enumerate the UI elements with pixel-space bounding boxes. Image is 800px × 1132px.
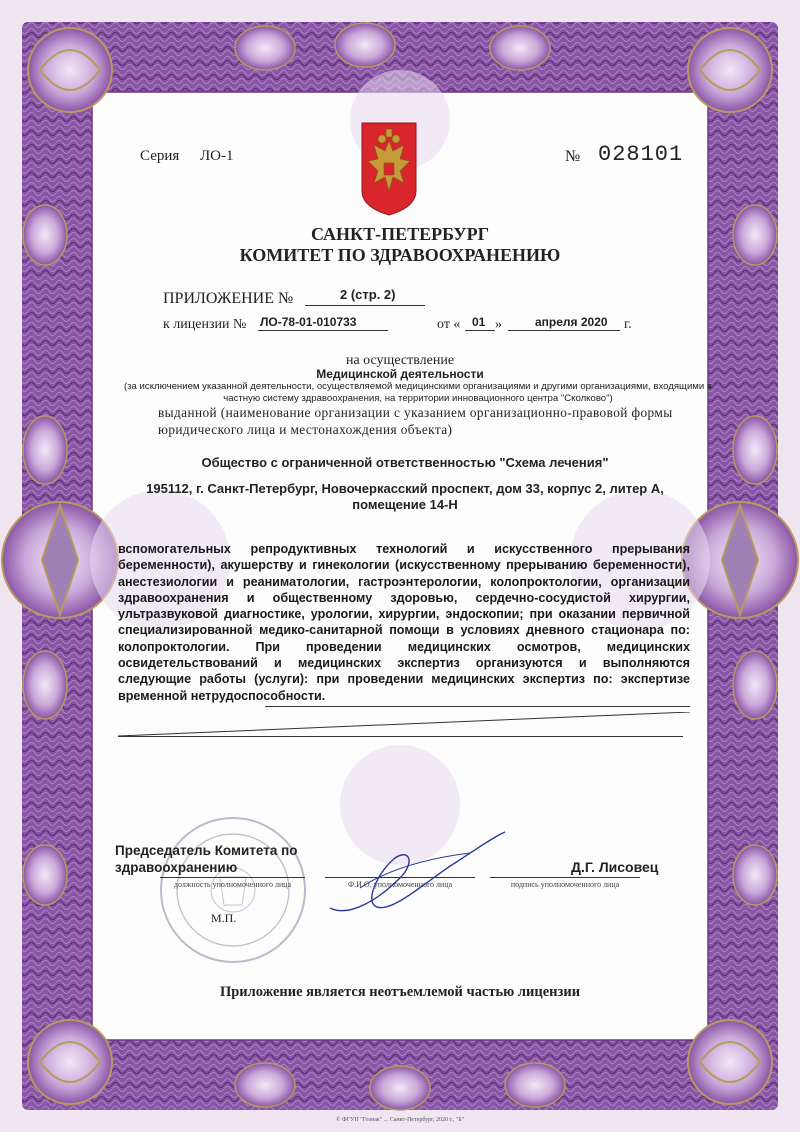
sign-underline [490, 877, 640, 878]
date-day: 01 [472, 315, 486, 329]
caption-position: должность уполномоченного лица [173, 880, 292, 889]
caption-name: Ф.И.О. уполномоченного лица [347, 880, 453, 889]
date-month-year: апреля 2020 [535, 315, 608, 329]
license-form-number: 028101 [598, 142, 684, 167]
organization-name: Общество с ограниченной ответственностью "Схема лечения" [201, 455, 609, 470]
diagonal-strike-line [118, 712, 690, 736]
stamp-place-label: М.П. [211, 911, 237, 925]
position-underline [160, 877, 305, 878]
activity-note: (за исключением указанной деятельности, осуществляемой медицинскими организациями и другими организациями, входящими в частную систему здравоохранения, на территории инновационного центра "Сколково") [123, 381, 713, 404]
appendix-number: 2 (стр. 2) [340, 287, 396, 302]
number-sign: № [565, 148, 581, 165]
printer-imprint: © ФГУП "Гознак" ... Санкт-Петербург, 2020 г., "Б" [335, 1117, 465, 1123]
official-seal-stamp [158, 815, 308, 965]
date-close-quote: » [495, 317, 502, 332]
body-end-line [265, 706, 690, 707]
series-value: ЛО-1 [200, 148, 234, 164]
license-number: ЛО-78-01-010733 [260, 315, 357, 329]
appendix-integral-note: Приложение является неотъемлемой частью лицензии [219, 984, 581, 1000]
appendix-label: ПРИЛОЖЕНИЕ № [163, 290, 294, 307]
activity-intro: на осуществление [345, 353, 455, 368]
appendix-underline [305, 305, 425, 306]
issuer-city: САНКТ-ПЕТЕРБУРГ [310, 224, 490, 244]
issued-caption: выданной (наименование организации с указанием организационно-правовой формы юридического лица и местонахождения объекта) [158, 405, 673, 437]
activity-name: Медицинской деятельности [316, 367, 484, 381]
series-label: Серия [140, 148, 180, 164]
handwritten-signature [320, 828, 510, 923]
filler-line [118, 736, 683, 737]
organization-address: 195112, г. Санкт-Петербург, Новочеркасский проспект, дом 33, корпус 2, литер А, помещение 14-Н [146, 481, 664, 512]
date-from-label: от « [437, 317, 461, 332]
date-month-underline [508, 330, 620, 331]
services-list-text: вспомогательных репродуктивных технологий и искусственного прерывания беременности), акушерству и гинекологии (искусственному прерыванию беременности), анестезиологии и реаниматологии, гастроэнтерологии, колопроктологии, организации здравоохранения и общественному здоровью, сердечно-сосудистой хирургии, ультразвуковой диагностике, урологии, хирургии, эндоскопии; при оказании первичной специализированной медико-санитарной помощи в условиях дневного стационара по: колопроктологии. При проведении медицинских осмотров, медицинских освидетельствований и медицинских экспертиз организуются и выполняются следующие работы (услуги): при проведении медицинских экспертиз по: экспертизе временной нетрудоспособности. [118, 542, 690, 703]
date-year-suffix: г. [624, 317, 632, 332]
caption-sign: подпись уполномоченного лица [510, 880, 620, 889]
date-day-underline [465, 330, 495, 331]
signatory-name: Д.Г. Лисовец [571, 859, 659, 875]
issuer-committee: КОМИТЕТ ПО ЗДРАВООХРАНЕНИЮ [239, 245, 561, 265]
license-underline [258, 330, 388, 331]
coat-of-arms-emblem [360, 121, 418, 217]
signatory-position: Председатель Комитета по здравоохранению [115, 843, 298, 875]
license-label: к лицензии № [163, 317, 247, 332]
